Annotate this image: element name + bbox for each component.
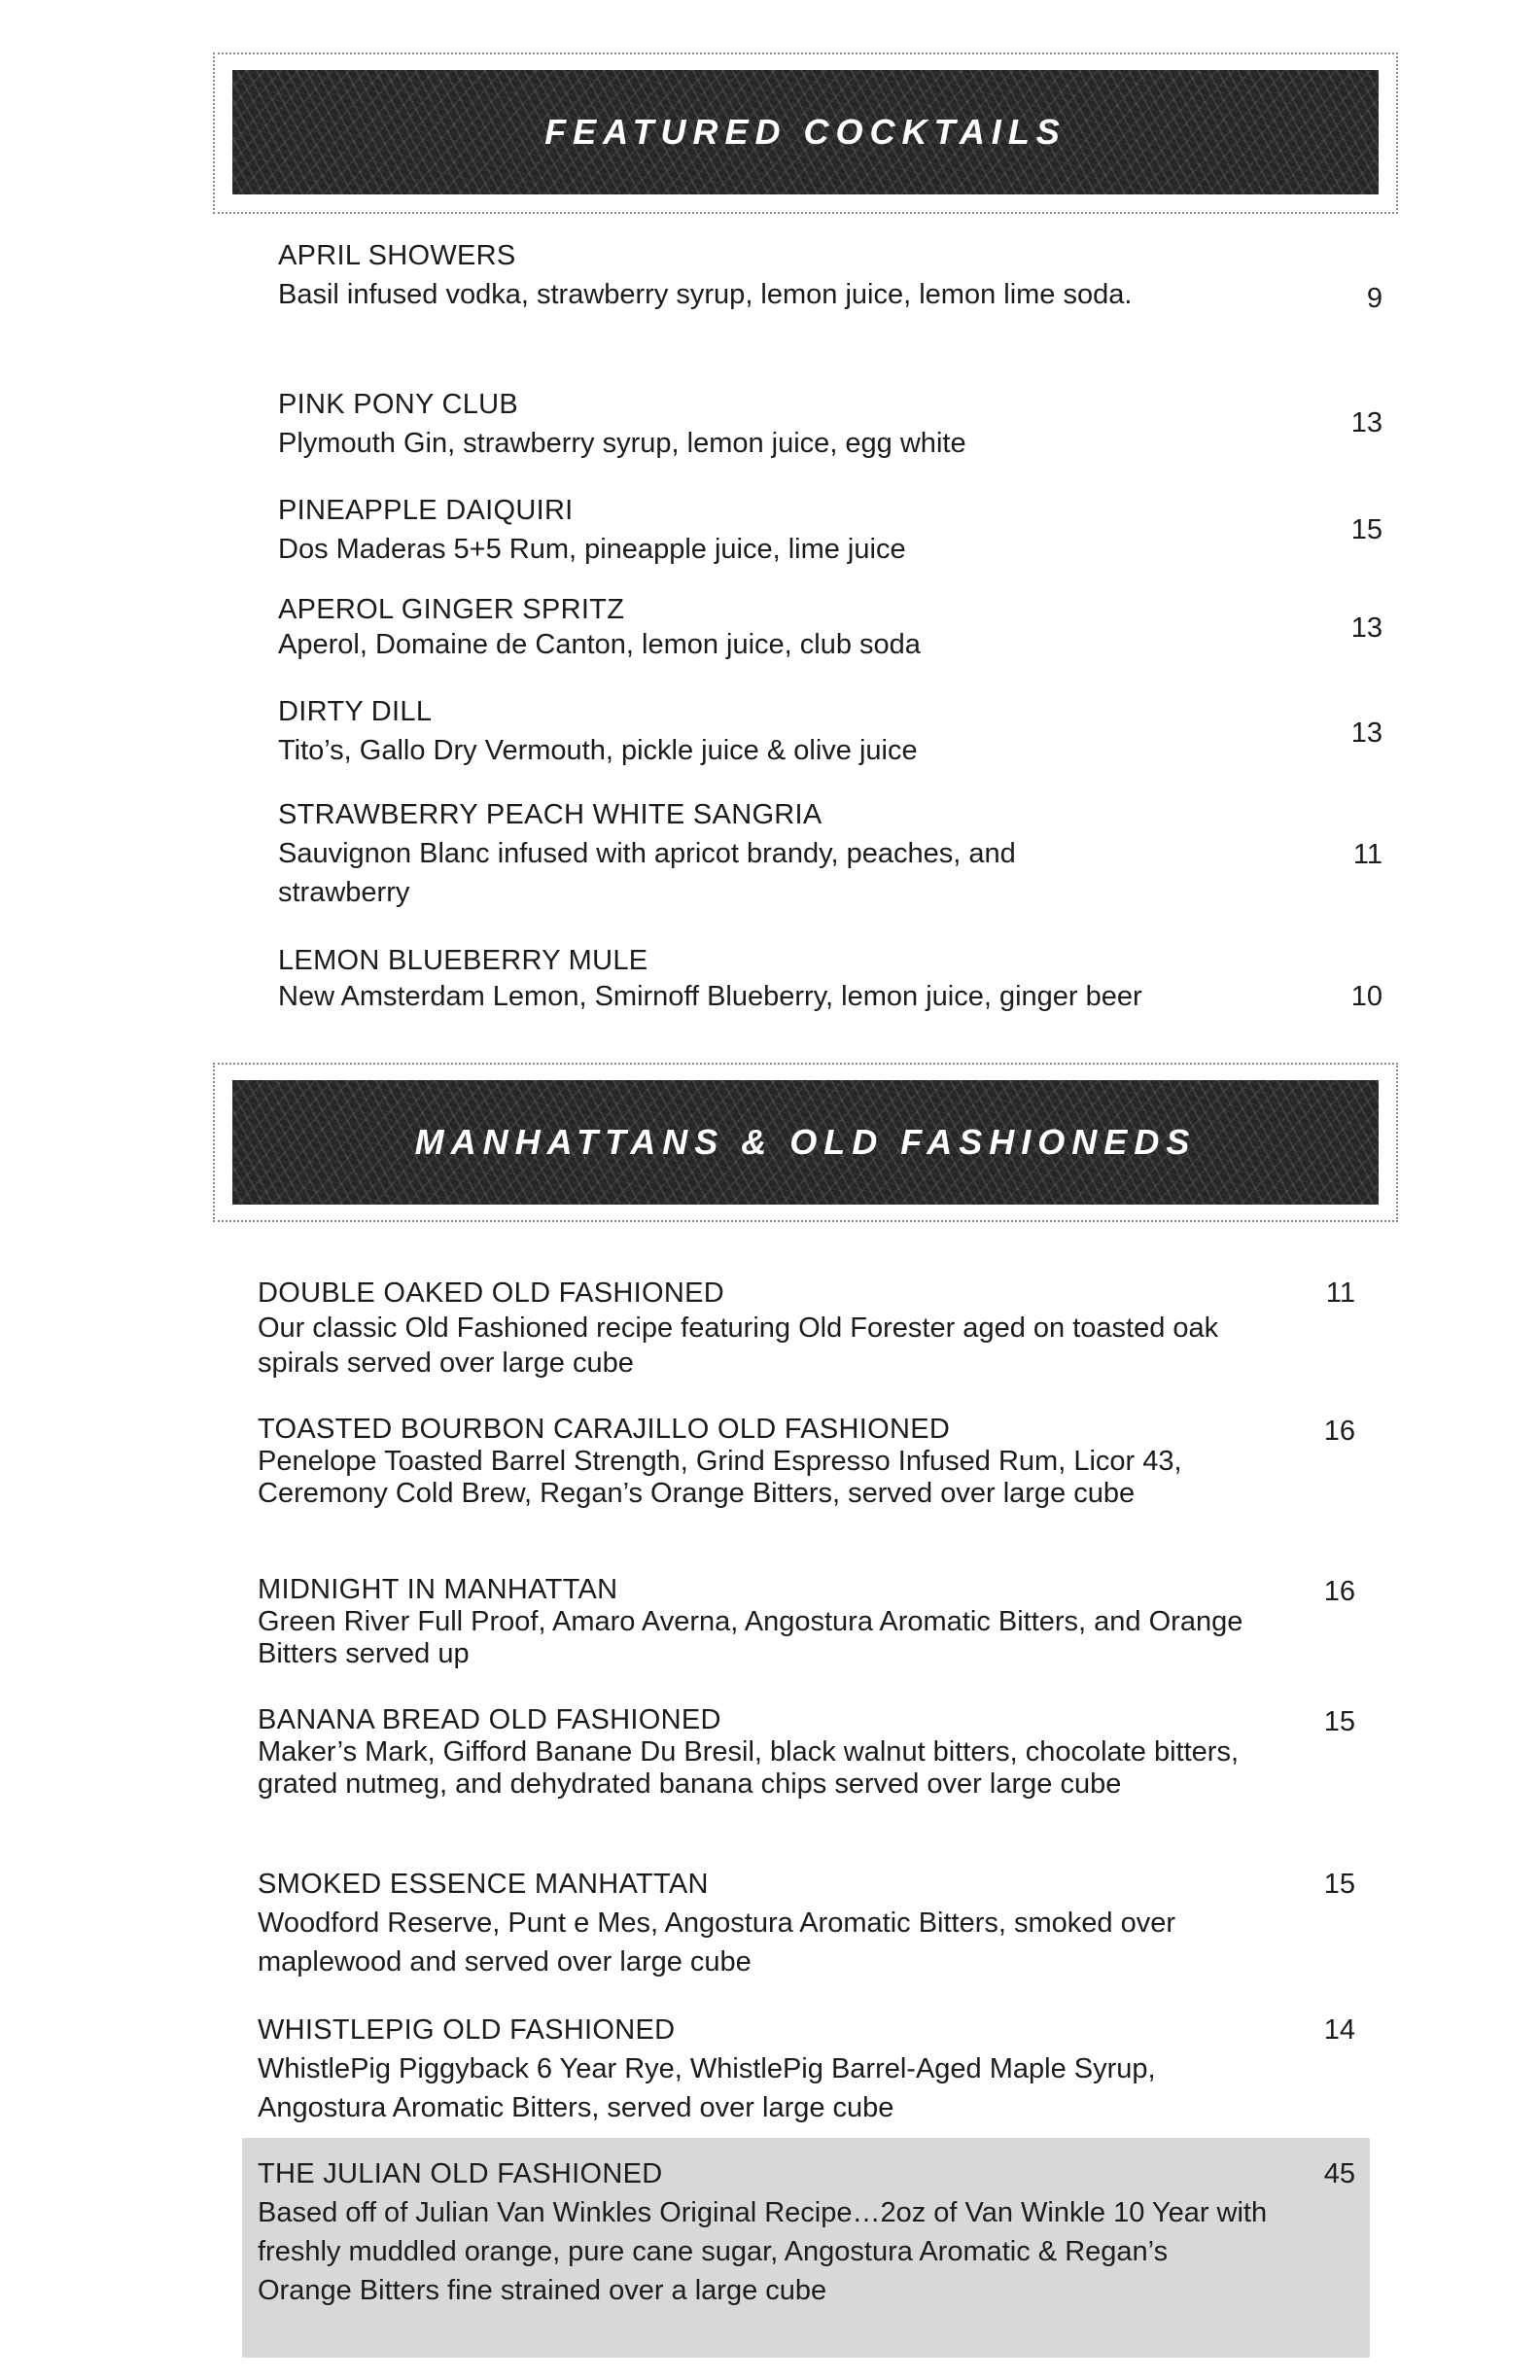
item-description: Tito’s, Gallo Dry Vermouth, pickle juice & olive juice xyxy=(278,735,918,766)
item-description: New Amsterdam Lemon, Smirnoff Blueberry, lemon juice, ginger beer xyxy=(278,981,1142,1012)
featured-section-banner xyxy=(232,70,1379,194)
featured-section-title: FEATURED COCKTAILS xyxy=(544,112,1067,152)
item-name: DOUBLE OAKED OLD FASHIONED xyxy=(258,1278,724,1309)
menu-item xyxy=(278,491,1250,569)
item-price: 16 xyxy=(1323,1416,1355,1447)
item-description: Plymouth Gin, strawberry syrup, lemon juice, egg white xyxy=(278,428,966,459)
menu-item xyxy=(278,941,1250,1013)
item-price: 13 xyxy=(1350,407,1382,438)
menu-item xyxy=(258,1276,1278,1381)
menu-item xyxy=(278,236,1250,314)
menu-item xyxy=(278,795,1134,912)
item-name: MIDNIGHT IN MANHATTAN xyxy=(258,1574,618,1605)
menu-item xyxy=(278,385,1250,463)
menu-item xyxy=(258,2154,1269,2310)
item-name: WHISTLEPIG OLD FASHIONED xyxy=(258,2014,676,2046)
item-name: SMOKED ESSENCE MANHATTAN xyxy=(258,1869,709,1900)
item-name: PINK PONY CLUB xyxy=(278,389,519,420)
item-name: LEMON BLUEBERRY MULE xyxy=(278,945,648,976)
item-description: Green River Full Proof, Amaro Averna, Angostura Aromatic Bitters, and Orange Bitters served up xyxy=(258,1606,1243,1669)
item-name: APEROL GINGER SPRITZ xyxy=(278,594,625,625)
menu-item xyxy=(258,1574,1278,1670)
item-description: Aperol, Domaine de Canton, lemon juice, club soda xyxy=(278,629,921,660)
item-price: 13 xyxy=(1350,718,1382,749)
item-description: Maker’s Mark, Gifford Banane Du Bresil, black walnut bitters, chocolate bitters, grated nutmeg, and dehydrated banana chips served over large cube xyxy=(258,1736,1239,1800)
item-name: PINEAPPLE DAIQUIRI xyxy=(278,495,574,526)
item-price: 13 xyxy=(1350,612,1382,644)
item-name: THE JULIAN OLD FASHIONED xyxy=(258,2158,663,2189)
manhattans-section-banner xyxy=(232,1080,1379,1205)
item-price: 45 xyxy=(1323,2158,1355,2189)
item-price: 11 xyxy=(1325,1278,1355,1309)
menu-item xyxy=(278,592,1250,662)
item-price: 11 xyxy=(1352,839,1382,870)
item-name: STRAWBERRY PEACH WHITE SANGRIA xyxy=(278,799,822,830)
manhattans-section-title: MANHATTANS & OLD FASHIONEDS xyxy=(414,1122,1197,1162)
item-price: 10 xyxy=(1350,981,1382,1012)
item-description: Our classic Old Fashioned recipe featuring Old Forester aged on toasted oak spirals served over large cube xyxy=(258,1312,1219,1379)
menu-item xyxy=(258,1704,1278,1801)
item-description: Sauvignon Blanc infused with apricot brandy, peaches, and strawberry xyxy=(278,838,1016,908)
item-price: 16 xyxy=(1323,1576,1355,1607)
item-name: TOASTED BOURBON CARAJILLO OLD FASHIONED xyxy=(258,1414,951,1445)
item-description: Penelope Toasted Barrel Strength, Grind Espresso Infused Rum, Licor 43, Ceremony Cold Brew, Regan’s Orange Bitters, served over large cube xyxy=(258,1446,1182,1509)
item-name: APRIL SHOWERS xyxy=(278,240,516,271)
menu-item xyxy=(258,2011,1278,2127)
menu-item xyxy=(278,692,1250,770)
menu-item xyxy=(258,1414,1278,1510)
menu-item xyxy=(258,1865,1278,1981)
item-description: Based off of Julian Van Winkles Original Recipe…2oz of Van Winkle 10 Year with freshly muddled orange, pure cane sugar, Angostura Aromatic & Regan’s Orange Bitters fine strained over a large cube xyxy=(258,2197,1268,2306)
item-price: 15 xyxy=(1323,1869,1355,1900)
item-price: 15 xyxy=(1350,514,1382,545)
item-name: BANANA BREAD OLD FASHIONED xyxy=(258,1704,721,1735)
item-name: DIRTY DILL xyxy=(278,696,433,727)
item-description: Woodford Reserve, Punt e Mes, Angostura Aromatic Bitters, smoked over maplewood and served over large cube xyxy=(258,1908,1176,1978)
item-price: 14 xyxy=(1323,2014,1355,2046)
item-price: 9 xyxy=(1366,283,1382,314)
item-description: Dos Maderas 5+5 Rum, pineapple juice, lime juice xyxy=(278,534,906,565)
item-price: 15 xyxy=(1323,1706,1355,1737)
item-description: WhistlePig Piggyback 6 Year Rye, WhistlePig Barrel-Aged Maple Syrup, Angostura Aromatic Bitters, served over large cube xyxy=(258,2053,1156,2123)
item-description: Basil infused vodka, strawberry syrup, lemon juice, lemon lime soda. xyxy=(278,279,1133,310)
